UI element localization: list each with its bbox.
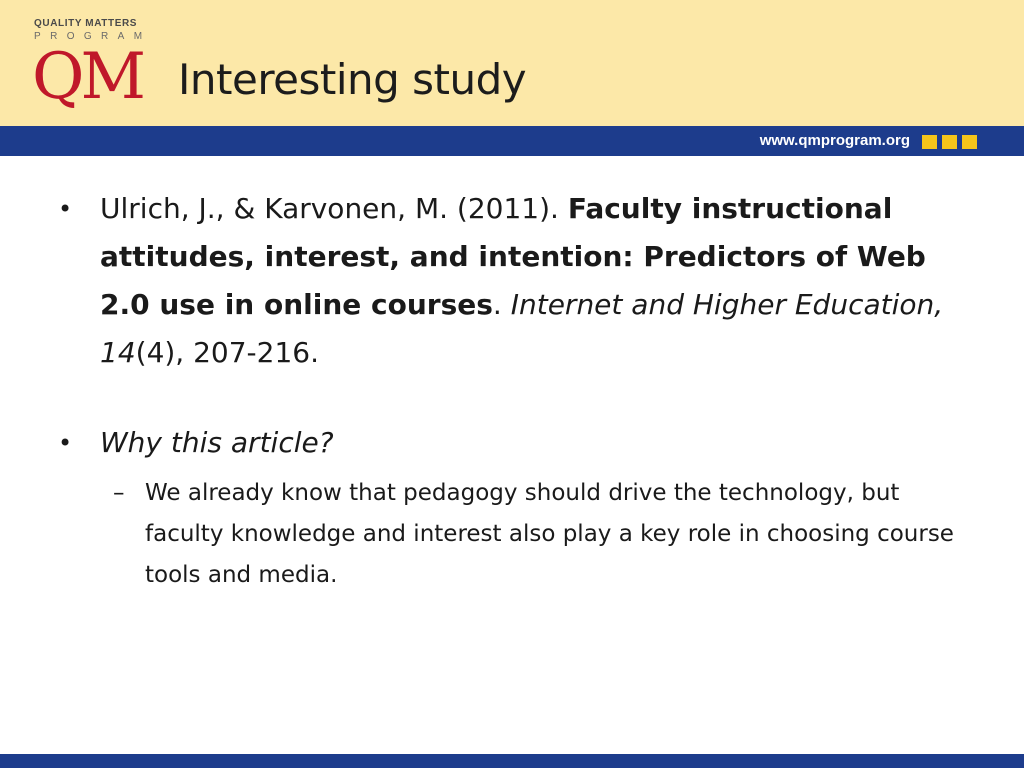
slide-content: [56, 185, 976, 596]
citation-title: Faculty instructional attitudes, interest, and intention: Predictors of Web 2.0 use in online courses: [100, 192, 926, 321]
bullet-why: [56, 419, 976, 467]
bullet-dot-icon: •: [58, 195, 73, 223]
citation-journal: Internet and Higher Education, 14: [100, 288, 944, 369]
qm-logo: [34, 18, 169, 114]
logo-brand-sub: PROGRAM: [34, 31, 152, 42]
bullet-dot-icon: •: [58, 429, 73, 457]
footer-blue-bar: [0, 754, 1024, 768]
logo-brand-top: QUALITY MATTERS: [34, 18, 138, 29]
citation-authors: Ulrich, J., & Karvonen, M. (2011).: [100, 192, 568, 225]
accent-square: [922, 135, 937, 149]
bullet-citation: [56, 185, 976, 377]
why-heading: Why this article?: [100, 426, 334, 459]
accent-square: [962, 135, 977, 149]
sub-bullet-reason: [56, 473, 976, 596]
citation-pages: (4), 207-216.: [135, 336, 319, 369]
header-band: [0, 0, 1024, 126]
citation-sep: .: [492, 288, 511, 321]
accent-squares: [922, 134, 982, 148]
accent-square: [942, 135, 957, 149]
logo-mark: QM: [32, 40, 142, 114]
website-url: www.qmprogram.org: [759, 132, 910, 149]
reason-text: We already know that pedagogy should drive the technology, but faculty knowledge and interest also play a key role in choosing course tools and media.: [145, 480, 954, 588]
slide-title: Interesting study: [178, 55, 527, 104]
sub-bullet-dash-icon: –: [113, 480, 125, 506]
